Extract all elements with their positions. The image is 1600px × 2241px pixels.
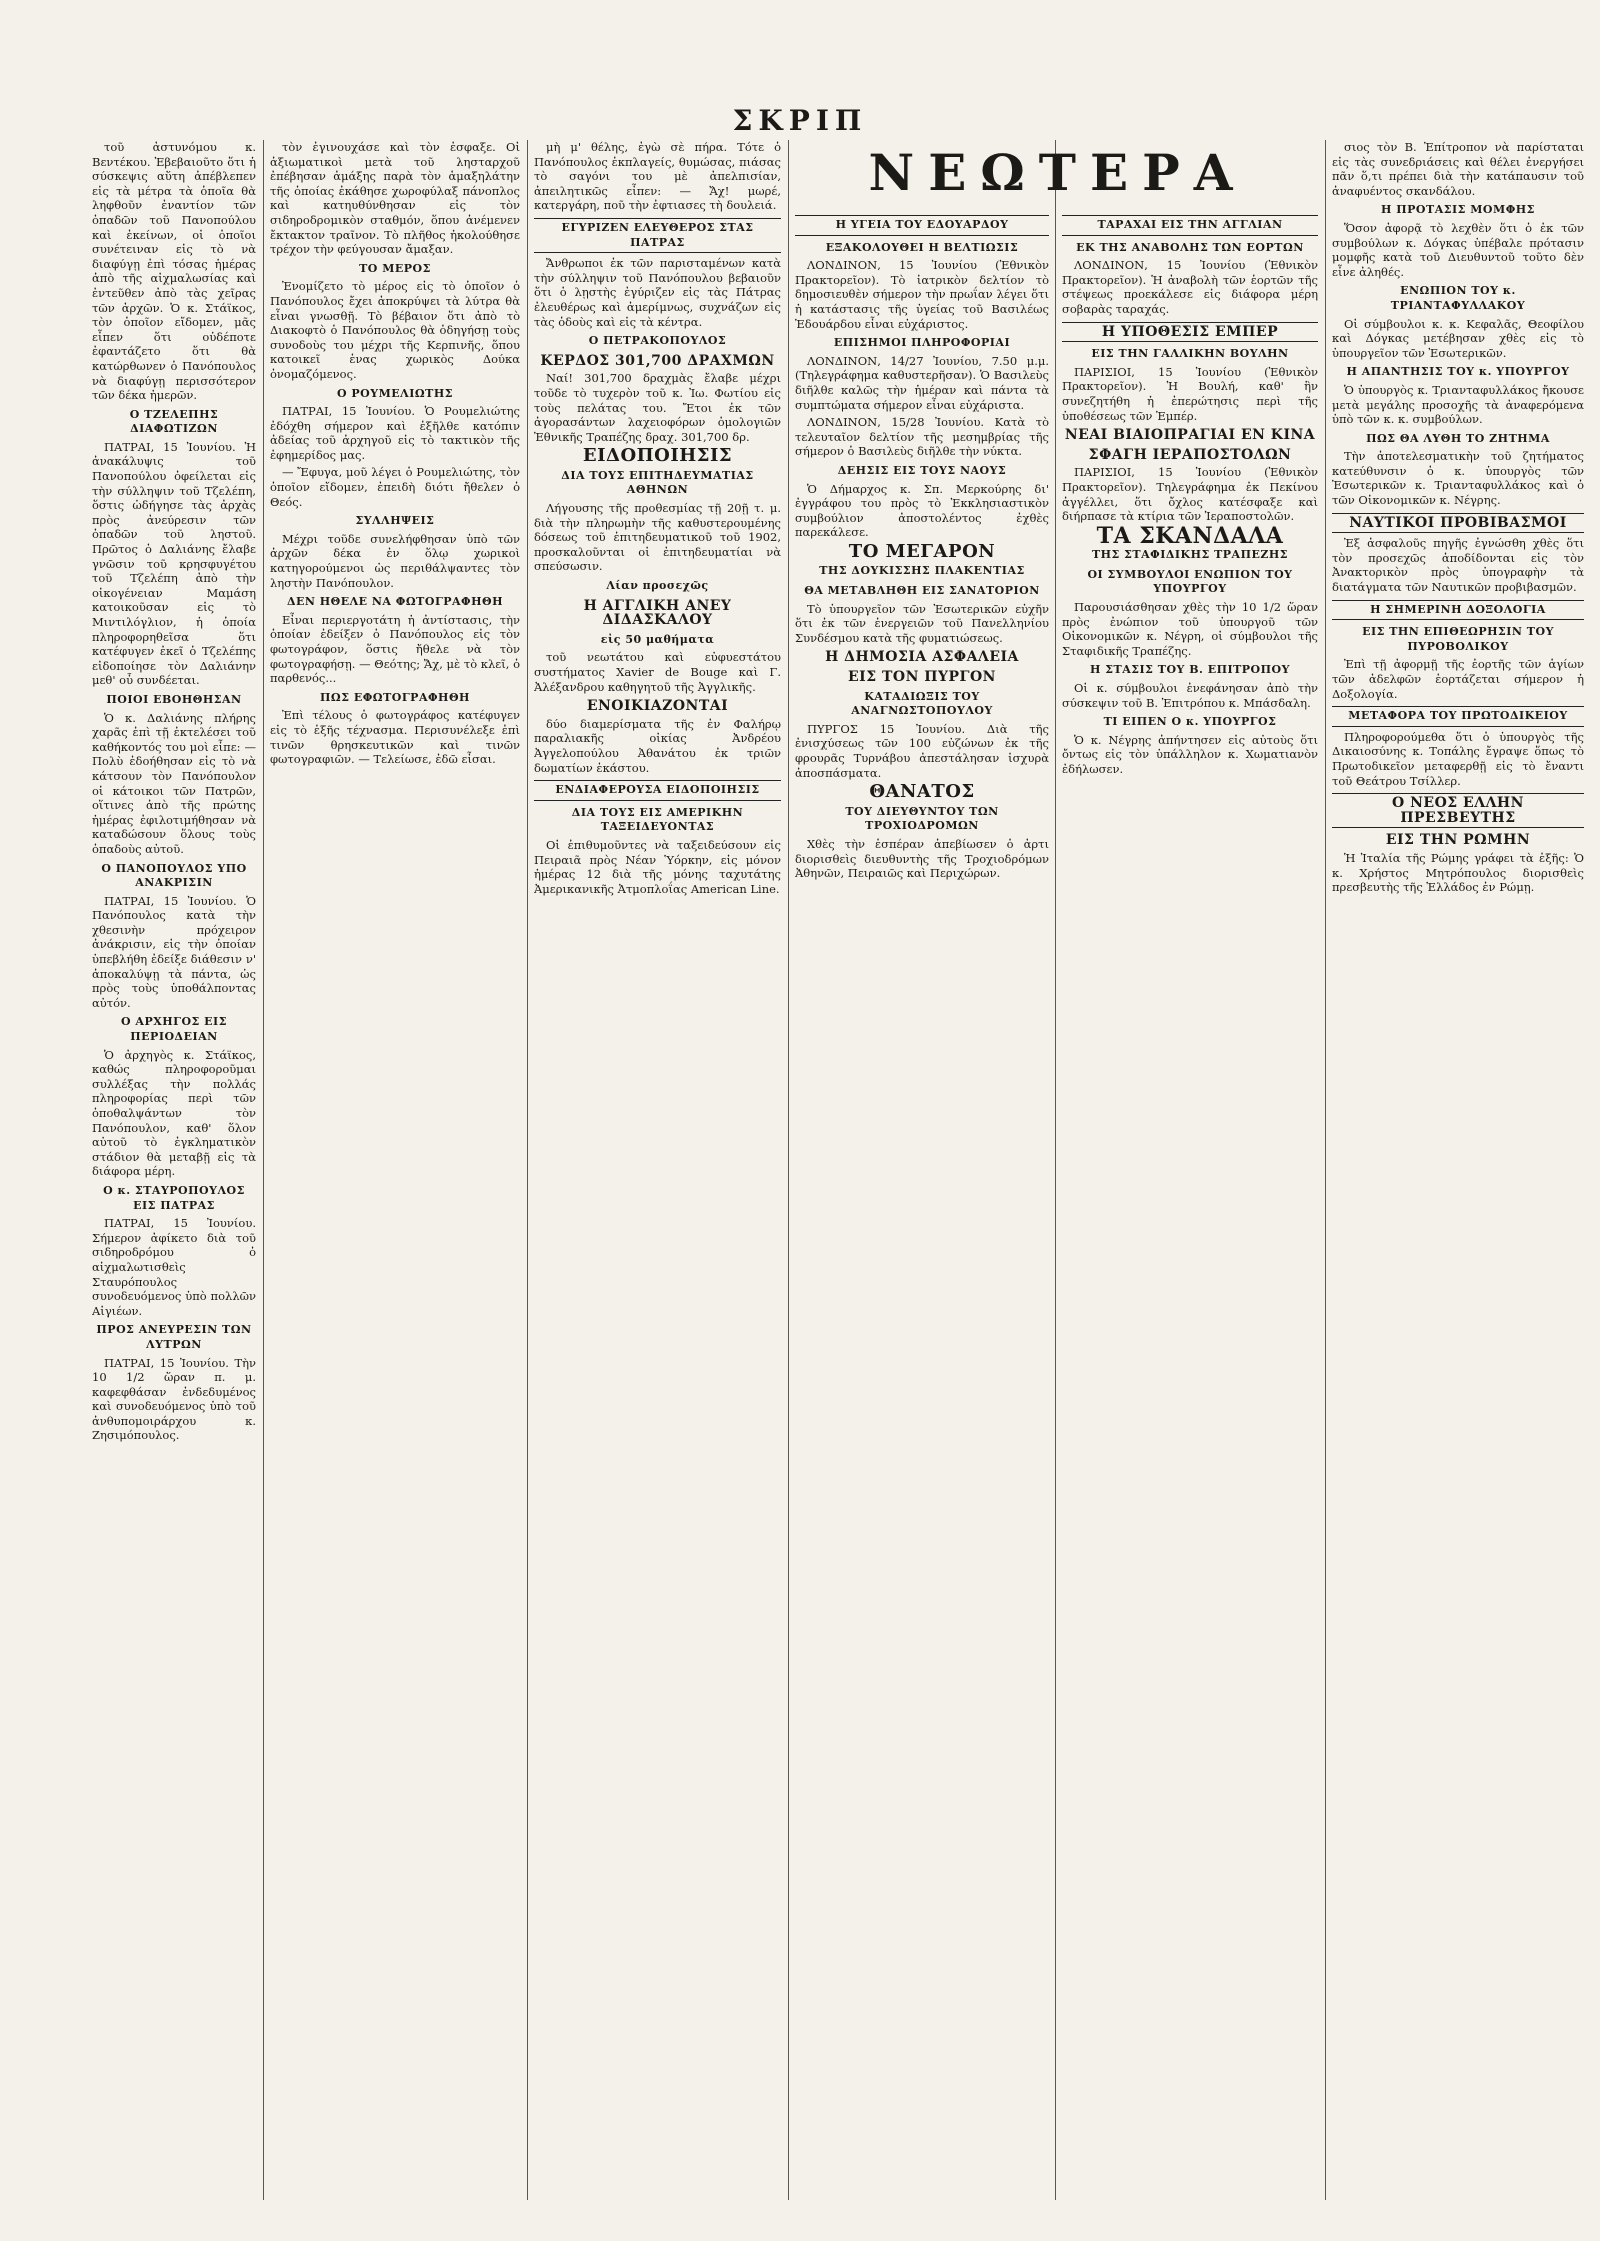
article-text: ΠΥΡΓΟΣ 15 Ἰουνίου. Διὰ τῆς ἐνισχύσεως τῶν 100 εὐζώνων ἐκ τῆς φρουρᾶς Τυρνάβου ἀπεστάλησαν ἰσχυρὰ ἀποσπάσματα. [795, 721, 1049, 780]
section-subheading: ΔΙΑ ΤΟΥΣ ΕΠΙΤΗΔΕΥΜΑΤΙΑΣ ΑΘΗΝΩΝ [561, 468, 754, 497]
article-text: Οἱ κ. σύμβουλοι ἐνεφάνησαν ἀπὸ τὴν σύσκεψιν τοῦ Β. Ἐπιτρόπου κ. Μπάσδαλη. [1062, 681, 1318, 710]
section-subheading: ΔΙΑ ΤΟΥΣ ΕΙΣ ΑΜΕΡΙΚΗΝ ΤΑΞΕΙΔΕΥΟΝΤΑΣ [571, 805, 744, 834]
section-heading: ΕΓΥΡΙΖΕΝ ΕΛΕΥΘΕΡΟΣ ΣΤΑΣ ΠΑΤΡΑΣ [534, 218, 781, 253]
article-text: Ὁ κ. Δαλιάνης πλήρης χαρᾶς ἐπὶ τῇ ἐκτελέσει τοῦ καθήκοντός του μοὶ εἶπε: — Πολὺ ἐδοήθησαν εἰς τὸ νὰ κάτσουν τὸν Πανόπουλον οἱ κάτοικοι τῶν Πατρῶν, οἵτινες ἀπὸ τῆς πρώτης ἡμέρας ἐφιλοτιμήθησαν νὰ καταδώσουν ὅλους τοὺς ὁπαδοὺς αὐτοῦ. [92, 710, 256, 856]
section-heading: ΘΑΝΑΤΟΣ [869, 781, 975, 803]
article-text: Οἱ ἐπιθυμοῦντες νὰ ταξειδεύσουν εἰς Πειραιᾶ πρὸς Νέαν Ὑόρκην, εἰς μόνον ἡμέρας 12 διὰ τῆς μόνης ταχυτάτης Ἀμερικανικῆς Ἀτμοπλοΐας American Line. [534, 837, 781, 896]
section-heading: ΜΕΤΑΦΟΡΑ ΤΟΥ ΠΡΩΤΟΔΙΚΕΙΟΥ [1332, 706, 1584, 727]
article-text: Τὴν ἀποτελεσματικὴν τοῦ ζητήματος κατεύθυνσιν ὁ κ. ὑπουργὸς τῶν Ἐσωτερικῶν κ. Τριανταφυλλάκος καὶ ὁ τῶν Οἰκονομικῶν κ. Νέγρης. [1332, 449, 1584, 508]
section-heading: ΕΝΩΠΙΟΝ ΤΟΥ κ. ΤΡΙΑΝΤΑΦΥΛΛΑΚΟΥ [1390, 284, 1526, 312]
section-subheading: ΕΙΣ ΤΗΝ ΓΑΛΛΙΚΗΝ ΒΟΥΛΗΝ [1091, 347, 1289, 361]
section-heading: Ο ΠΕΤΡΑΚΟΠΟΥΛΟΣ [588, 334, 727, 348]
article-text: μὴ μ' θέλης, ἐγὼ σὲ πήρα. Τότε ὁ Πανόπουλος ἐκπλαγείς, θυμώσας, πιάσας τὸ σαγόνι του μὲ ἀπελπισίαν, ἀπειλητικῶς εἶπεν: — Ἄχ! μωρέ, κατεργάρη, ποῦ τὴν ἐφτιασες τὴ δουλειά. [534, 140, 781, 213]
article-text: ΠΑΤΡΑΙ, 15 Ἰουνίου. Σήμερον ἀφίκετο διὰ τοῦ σιδηροδρόμου ὁ αἰχμαλωτισθεὶς Σταυρόπουλος συνοδευόμενος ὑπὸ πολλῶν Αἰγιέων. [92, 1216, 256, 1318]
article-text: τοῦ νεωτάτου καὶ εὐφυεστάτου συστήματος Xavier de Bouge καὶ Γ. Ἀλέξανδρου καθηγητοῦ τῆς Ἀγγλικῆς. [534, 650, 781, 694]
section-heading: Η ΑΓΓΛΙΚΗ ΑΝΕΥ ΔΙΔΑΣΚΑΛΟΥ [583, 597, 732, 629]
section-heading: ΕΠΙΣΗΜΟΙ ΠΛΗΡΟΦΟΡΙΑΙ [833, 336, 1011, 350]
section-subheading: ΤΟΥ ΔΙΕΥΘΥΝΤΟΥ ΤΩΝ ΤΡΟΧΙΟΔΡΟΜΩΝ [845, 804, 999, 833]
article-text: ΠΑΤΡΑΙ, 15 Ἰουνίου. Ὁ Ρουμελιώτης ἐδόχθη σήμερον καὶ ἐξῆλθε κατόπιν ἀδείας τοῦ ἀρχηγοῦ εἰς τὸ τακτικὸν τῆς ἐφημερίδος μας. [270, 404, 520, 462]
section-heading: Ο ΡΟΥΜΕΛΙΩΤΗΣ [336, 386, 453, 400]
section-heading: Η ΣΤΑΣΙΣ ΤΟΥ Β. ΕΠΙΤΡΟΠΟΥ [1090, 663, 1290, 677]
section-heading: ΠΩΣ ΘΑ ΛΥΘΗ ΤΟ ΖΗΤΗΜΑ [1366, 431, 1550, 445]
section-subheading: ΣΦΑΓΗ ΙΕΡΑΠΟΣΤΟΛΩΝ [1088, 446, 1292, 463]
neotera-title: ΝΕΩΤΕΡΑ [868, 143, 1247, 202]
article-text: Ὅσον ἀφορᾷ τὸ λεχθὲν ὅτι ὁ ἐκ τῶν συμβούλων κ. Δόγκας ὑπέβαλε πρότασιν μομφῆς κατὰ τοῦ Διευθυντοῦ τοῦτο δὲν εἶνε ἀληθές. [1332, 220, 1584, 279]
section-heading: ΤΑ ΣΚΑΝΔΑΛΑ [1096, 522, 1284, 549]
section-subheading: ΘΑ ΜΕΤΑΒΛΗΘΗ ΕΙΣ ΣΑΝΑΤΟΡΙΟΝ [804, 584, 1040, 598]
section-heading: ΔΕΗΣΙΣ ΕΙΣ ΤΟΥΣ ΝΑΟΥΣ [837, 463, 1007, 477]
article-text: ΠΑΤΡΑΙ, 15 Ἰουνίου. Τὴν 10 1/2 ὥραν π. μ. καφεφθάσαν ἐνδεδυμένος καὶ συνοδευόμενος ὑπὸ τοῦ ἀνθυπομοιράρχου κ. Ζησιμόπουλος. [92, 1355, 256, 1443]
article-text: τὸν ἐγινουχάσε καὶ τὸν ἐσφαξε. Οἱ ἀξιωματικοὶ μετὰ τοῦ λησταρχοῦ ἐπέβησαν ἀμάξης παρὰ τὸν ἁμαξηλάτην τῆς ὁποίας ἐκάθησε χωροφύλαξ πάνοπλος καὶ κατηυθύνθησαν εἰς τὸν σιδηροδρομικὸν σταθμόν, ὅπου ἀνέμενεν ἔκτακτον τραῖνον. Τὸ πλῆθος ἠκολούθησε τρέχον τὴν φεύγουσαν ἄμαξαν. [270, 140, 520, 257]
article-text: Ἐξ ἀσφαλοῦς πηγῆς ἐγνώσθη χθὲς ὅτι τὸν προσεχῶς ἀποδίδονται εἰς τὸν Ἀνακτορικὸν πρὸς ὑπογραφὴν τὰ διατάγματα τῶν Ναυτικῶν προβιβασμῶν. [1332, 536, 1584, 595]
article-text: Πληροφορούμεθα ὅτι ὁ ὑπουργὸς τῆς Δικαιοσύνης κ. Τοπάλης ἔγραψε ὅπως τὸ Πρωτοδικεῖον μεταφερθῇ εἰς τὸ ἔναντι τοῦ Θεάτρου Τσίλλερ. [1332, 729, 1584, 788]
neotera-banner [795, 140, 1320, 210]
section-heading: ΝΑΥΤΙΚΟΙ ΠΡΟΒΙΒΑΣΜΟΙ [1332, 513, 1584, 534]
column-1 [92, 140, 256, 2200]
article-text: Οἱ σύμβουλοι κ. κ. Κεφαλᾶς, Θεοφίλου καὶ Δόγκας μετέβησαν χθὲς εἰς τὸ ὑπουργεῖον τῶν Ἐσωτερικῶν. [1332, 316, 1584, 360]
section-heading: ΤΙ ΕΙΠΕΝ Ο κ. ΥΠΟΥΡΓΟΣ [1103, 715, 1277, 729]
article-text: Εἶναι περιεργοτάτη ἡ ἀντίστασις, τὴν ὁποίαν ἐδείξεν ὁ Πανόπουλος εἰς τὸν φωτογράφον, ὅστις ἤθελε νὰ τὸν φωτογραφήσῃ. — Θεότης; Ἄχ, μὲ τὸ κλεῖ, ὁ παρθενός... [270, 612, 520, 686]
section-heading: Ο ΠΑΝΟΠΟΥΛΟΣ ΥΠΟ ΑΝΑΚΡΙΣΙΝ [101, 861, 247, 890]
section-heading: ΕΝΟΙΚΙΑΖΟΝΤΑΙ [586, 698, 729, 715]
column-6 [1332, 140, 1584, 2200]
section-heading: Η ΥΓΕΙΑ ΤΟΥ ΕΔΟΥΑΡΔΟΥ [795, 215, 1049, 236]
masthead: ΣΚΡΙΠ [732, 104, 868, 137]
section-heading: Ο ΝΕΟΣ ΕΛΛΗΝ ΠΡΕΣΒΕΥΤΗΣ [1332, 793, 1584, 828]
article-text: Παρουσιάσθησαν χθὲς τὴν 10 1/2 ὥραν πρὸς ἐνώπιον τοῦ ὑπουργοῦ τῶν Οἰκονομικῶν κ. Νέγρη, οἱ σύμβουλοι τῆς Σταφιδικῆς Τραπέζης. [1062, 600, 1318, 658]
section-heading: ΠΩΣ ΕΦΩΤΟΓΡΑΦΗΘΗ [320, 690, 470, 704]
section-heading: Ο ΑΡΧΗΓΟΣ ΕΙΣ ΠΕΡΙΟΔΕΙΑΝ [121, 1015, 227, 1044]
section-heading: Η ΔΗΜΟΣΙΑ ΑΣΦΑΛΕΙΑ [825, 649, 1019, 666]
section-heading: ΔΕΝ ΗΘΕΛΕ ΝΑ ΦΩΤΟΓΡΑΦΗΘΗ [286, 595, 504, 609]
column-rule [527, 140, 528, 2200]
column-rule [1055, 140, 1056, 2200]
column-rule [263, 140, 264, 2200]
section-heading: ΤΑΡΑΧΑΙ ΕΙΣ ΤΗΝ ΑΓΓΛΙΑΝ [1062, 215, 1318, 236]
section-heading: Ο ΤΖΕΛΕΠΗΣ ΔΙΑΦΩΤΙΖΩΝ [129, 407, 219, 436]
article-text: Ἐπὶ τέλους ὁ φωτογράφος κατέφυγεν εἰς τὸ ἑξῆς τέχνασμα. Περισυνέλεξε ἐπὶ τινῶν θρησκευτικῶν καὶ τινῶν φωτογραφιῶν. — Τελείωσε, ἐδῶ εἶσαι. [270, 708, 520, 767]
article-text: ΠΑΤΡΑΙ, 15 Ἰουνίου. Ἡ ἀνακάλυψις τοῦ Πανοπούλου ὀφείλεται εἰς τὴν σύλληψιν τοῦ Τζελέπη, ὅστις ὡδήγησε τὰς ἀρχὰς πρὸς ἀνεύρεσιν τῶν ὁπαδῶν τοῦ ληστοῦ. Πρῶτος ὁ Δαλιάνης ἔλαβε γνῶσιν τοῦ κρησφυγέτου τοῦ Τζελέπη ἀπὸ τὴν οἰκογένειαν Μαμάση κατοικοῦσαν εἰς τὸ Μιντιλόγλιον, ἡ ὁποία πληροφορηθεῖσα ὅτι κατέφυγεν ἐκεῖ ὁ Τζελέπης εἰδοποίησε τὸν Δαλιάνην μεθ' οὗ συνδέεται. [92, 439, 256, 688]
article-text: Τὸ ὑπουργεῖον τῶν Ἐσωτερικῶν εὐχῆν ὅτι ἐκ τῶν ἐνεργειῶν τοῦ Πανελληνίου Συνδέσμου κατὰ τῆς φυματιώσεως. [795, 601, 1049, 645]
article-text: Μέχρι τοῦδε συνελήφθησαν ὑπὸ τῶν ἀρχῶν δέκα ἐν ὅλῳ χωρικοὶ κατηγορούμενοι ὡς περιθάλψαντες τὸν ληστὴν Πανόπουλον. [270, 531, 520, 590]
article-text: ΛΟΝΔΙΝΟΝ, 15/28 Ἰουνίου. Κατὰ τὸ τελευταῖον δελτίον τῆς μεσημβρίας τῆς σήμερον ὁ Βασιλεὺς διῆλθε τὴν νύκτα. [795, 415, 1049, 459]
section-heading: ΝΕΑΙ ΒΙΑΙΟΠΡΑΓΙΑΙ ΕΝ ΚΙΝΑ [1064, 427, 1316, 444]
section-heading: Η ΥΠΟΘΕΣΙΣ ΕΜΠΕΡ [1062, 322, 1318, 343]
section-heading: Λίαν προσεχῶς [606, 579, 709, 593]
article-text: Χθὲς τὴν ἑσπέραν ἀπεβίωσεν ὁ ἀρτι διορισθεὶς διευθυντὴς τῆς Τροχιοδρόμων Ἀθηνῶν, Πειραιῶς καὶ Περιχώρων. [795, 836, 1049, 881]
column-4 [795, 210, 1049, 2200]
column-rule [788, 140, 789, 2200]
section-subheading: ΕΙΣ ΤΗΝ ΡΩΜΗΝ [1385, 832, 1531, 849]
column-rule [1325, 140, 1326, 2200]
section-subheading: ΤΗΣ ΔΟΥΚΙΣΣΗΣ ΠΛΑΚΕΝΤΙΑΣ [819, 564, 1025, 578]
article-text: Ἐπὶ τῇ ἀφορμῇ τῆς ἐορτῆς τῶν ἁγίων τῶν ἀδελφῶν ἑορτάζεται σήμερον ἡ Δοξολογία. [1332, 657, 1584, 701]
section-subheading: ΟΙ ΣΥΜΒΟΥΛΟΙ ΕΝΩΠΙΟΝ ΤΟΥ ΥΠΟΥΡΓΟΥ [1087, 567, 1293, 596]
section-subheading: ΕΞΑΚΟΛΟΥΘΕΙ Η ΒΕΛΤΙΩΣΙΣ [825, 240, 1019, 254]
section-heading: ΤΟ ΜΕΡΟΣ [359, 261, 431, 275]
article-text: Ὁ Δήμαρχος κ. Σπ. Μερκούρης δι' ἐγγράφου του πρὸς τὸ Ἐκκλησιαστικὸν συμβούλιον ἀποστολέντος ἐχθὲς παρεκάλεσε. [795, 481, 1049, 540]
section-heading: ΠΟΙΟΙ ΕΒΟΗΘΗΣΑΝ [106, 692, 242, 706]
article-text: ΛΟΝΔΙΝΟΝ, 15 Ἰουνίου (Ἐθνικὸν Πρακτορεῖον). Τὸ ἰατρικὸν δελτίον τὸ δημοσιευθὲν σήμερον τὴν πρωΐαν λέγει ὅτι ἡ κατάστασις τῆς ὑγείας τοῦ Βασιλέως Ἐδουάρδου εἶναι εὐχάριστος. [795, 258, 1049, 331]
article-text: Ὁ κ. Νέγρης ἀπήντησεν εἰς αὐτοὺς ὅτι ὄντως εἰς τὸν ὑπάλληλον κ. Χωματιανὸν ἐδήλωσεν. [1062, 732, 1318, 776]
article-text: ΠΑΡΙΣΙΟΙ, 15 Ἰουνίου (Ἐθνικὸν Πρακτορεῖον). Τηλεγράφημα ἐκ Πεκίνου ἀγγέλλει, ὅτι ὄχλος κατέσφαξε καὶ διήρπασε τὰ κτίρια τῶν Ἱεραποστολῶν. [1062, 465, 1318, 524]
article-text: δύο διαμερίσματα τῆς ἐν Φαλήρῳ παραλιακῆς οἰκίας Ἀνδρέου Ἀγγελοπούλου Ἀθανάτου ἐκ τριῶν δωματίων ἑκάστου. [534, 716, 781, 775]
article-text: — Ἔφυγα, μοῦ λέγει ὁ Ρουμελιώτης, τὸν ὁποῖον εἴδομεν, ἐπειδὴ διότι ἤθελεν ὁ Θεός. [270, 465, 520, 509]
section-subheading: ΕΙΣ ΤΗΝ ΕΠΙΘΕΩΡΗΣΙΝ ΤΟΥ ΠΥΡΟΒΟΛΙΚΟΥ [1362, 625, 1554, 653]
section-heading: ΕΝΔΙΑΦΕΡΟΥΣΑ ΕΙΔΟΠΟΙΗΣΙΣ [534, 780, 781, 801]
article-text: Ἡ Ἰταλία τῆς Ρώμης γράφει τὰ ἑξῆς: Ὁ κ. Χρήστος Μητρόπουλος διορισθεὶς πρεσβευτὴς τῆς Ἑλλάδος ἐν Ρώμῃ. [1332, 850, 1584, 895]
article-text: Ὁ ὑπουργὸς κ. Τριανταφυλλάκος ἤκουσε μετὰ μεγάλης προσοχῆς τὰ ἀναφερόμενα ὑπὸ τῶν κ. κ. συμβούλων. [1332, 382, 1584, 427]
article-text: ΛΟΝΔΙΝΟΝ, 15 Ἰουνίου (Ἐθνικὸν Πρακτορεῖον). Ἡ ἀναβολὴ τῶν ἑορτῶν τῆς στέψεως προεκάλεσε εἰς διάφορα μέρη σοβαρὰς ταραχάς. [1062, 258, 1318, 316]
section-heading: ΤΟ ΜΕΓΑΡΟΝ [848, 540, 996, 562]
section-heading: Η ΑΠΑΝΤΗΣΙΣ ΤΟΥ κ. ΥΠΟΥΡΓΟΥ [1346, 365, 1570, 379]
section-subheading: εἰς 50 μαθήματα [600, 632, 715, 646]
article-text: ΛΟΝΔΙΝΟΝ, 14/27 Ἰουνίου, 7.50 μ.μ. (Τηλεγράφημα καθυστερῆσαν). Ὁ Βασιλεὺς διῆλθε καλῶς τὴν ἡμέραν καὶ πάντα τὰ συμπτώματα σήμερον εἶναι εὐχάριστα. [795, 353, 1049, 412]
article-text: Ὁ ἀρχηγὸς κ. Στάϊκος, καθώς πληροφοροῦμαι συλλέξας τὴν πολλάς πληροφορίας περὶ τῶν ὁποθαλψάντων τὸν Πανόπουλον, καθ' ὅλον αὐτοῦ τὸ ἐγκληματικὸν στάδιον θὰ μεταβῇ εἰς τὰ διάφορα μέρη. [92, 1047, 256, 1179]
article-text: Ἐνομίζετο τὸ μέρος εἰς τὸ ὁποῖον ὁ Πανόπουλος ἔχει ἀποκρύψει τὰ λύτρα θὰ εἶναι γνωσθῇ. Τὸ βέβαιον ὅτι ἀπὸ τὸ Διακοφτὸ ὁ Πανόπουλος θὰ ὁδηγήσῃ τοὺς συνοδοὺς του μέχρι τῆς Κερπινῆς, ὅπου κατοικεῖ ἑνας χωρικὸς Δούκα ὀνομαζόμενος. [270, 279, 520, 381]
section-heading: Η ΠΡΟΤΑΣΙΣ ΜΟΜΦΗΣ [1381, 203, 1535, 217]
section-heading: ΕΙΔΟΠΟΙΗΣΙΣ [582, 445, 733, 467]
section-heading: ΠΡΟΣ ΑΝΕΥΡΕΣΙΝ ΤΩΝ ΛΥΤΡΩΝ [96, 1323, 252, 1351]
column-2 [270, 140, 520, 2200]
section-heading: ΣΥΛΛΗΨΕΙΣ [355, 514, 435, 528]
column-5 [1062, 210, 1318, 2200]
section-subheading: ΕΚ ΤΗΣ ΑΝΑΒΟΛΗΣ ΤΩΝ ΕΟΡΤΩΝ [1076, 240, 1304, 254]
article-text: τοῦ ἀστυνόμου κ. Βεντέκου. Ἐβεβαιοῦτο ὅτι ἡ σύσκεψις αὕτη ἀπέβλεπεν εἰς τὰ μέτρα τὰ ὁποῖα θὰ ληφθοῦν ἐναντίον τῶν ὁπαδῶν τοῦ Πανοπούλου καὶ ἐκείνων, οἱ ὁποῖοι συνέτειναν εἰς τὸ νὰ διαφύγῃ ἐπὶ τόσας ἡμέρας ἀπὸ τῆς αἰχμαλωσίας καὶ ἐντεῦθεν ἀπὸ τὰς χεῖρας τῶν ἀρχῶν. Ὁ κ. Στάϊκος, τὸν ὁποῖον εἴδομεν, μᾶς εἶπεν ὅτι οὐδέποτε ἐφαντάζετο ὅτι θὰ κατώρθωνεν ὁ Πανόπουλος νὰ διαφύγῃ περισσότερον τῶν δέκα ἡμερῶν. [92, 140, 256, 403]
column-3 [534, 140, 781, 2200]
section-subheading: ΤΗΣ ΣΤΑΦΙΔΙΚΗΣ ΤΡΑΠΕΖΗΣ [1091, 548, 1289, 562]
section-subheading: ΚΑΤΑΔΙΩΞΙΣ ΤΟΥ ΑΝΑΓΝΩΣΤΟΠΟΥΛΟΥ [851, 689, 993, 718]
article-text: Ναί! 301,700 δραχμὰς ἔλαβε μέχρι τοῦδε τὸ τυχερὸν τοῦ κ. Ἰω. Φωτίου εἰς τοὺς πελάτας του. Ἔτοι ἐκ τῶν ἀγορασάντων λαχειοφόρων ὁμολογιῶν Ἐθνικῆς Τραπέζης δραχ. 301,700 δρ. [534, 371, 781, 444]
section-subheading: ΕΙΣ ΤΟΝ ΠΥΡΓΟΝ [848, 669, 996, 686]
section-heading: Η ΣΗΜΕΡΙΝΗ ΔΟΞΟΛΟΓΙΑ [1332, 600, 1584, 621]
article-text: Λήγουσης τῆς προθεσμίας τῇ 20ῇ τ. μ. διὰ τὴν πληρωμὴν τῆς καθυστερουμένης δόσεως τοῦ ἐπιτηδευματικοῦ τοῦ 1902, προσκαλοῦνται οἱ ἐπιτηδευματίαι νὰ σπεύσωσιν. [534, 501, 781, 574]
article-text: Ἄνθρωποι ἐκ τῶν παρισταμένων κατὰ τὴν σύλληψιν τοῦ Πανόπουλου βεβαιοῦν ὅτι ὁ λῃστὴς ἐγύριζεν εἰς τὰς Πάτρας ἐλευθέρως καὶ ἀμερίμνως, συχνάζων εἰς τὰς ὁδοὺς καὶ εἰς τὰ κέντρα. [534, 256, 781, 329]
article-text: σιος τὸν Β. Ἐπίτροπον νὰ παρίσταται εἰς τὰς συνεδριάσεις καὶ θέλει ἐνεργήσει πᾶν ὅ,τι πρέπει διὰ τὴν κατάπαυσιν τοῦ ἀναφυέντος σκανδάλου. [1332, 140, 1584, 198]
article-text: ΠΑΤΡΑΙ, 15 Ἰουνίου. Ὁ Πανόπουλος κατὰ τὴν χθεσινὴν πρόχειρον ἀνάκρισιν, εἰς τὴν ὁποίαν ὑπεβλήθη ἐδείξε διάθεσιν ν' ἀποκαλύψῃ τὰ πάντα, ὡς πρὸς τοὺς ὑποθάλποντας αὐτόν. [92, 893, 256, 1010]
section-heading: Ο κ. ΣΤΑΥΡΟΠΟΥΛΟΣ ΕΙΣ ΠΑΤΡΑΣ [103, 1183, 245, 1212]
section-heading: ΚΕΡΔΟΣ 301,700 ΔΡΑΧΜΩΝ [540, 352, 775, 369]
article-text: ΠΑΡΙΣΙΟΙ, 15 Ἰουνίου (Ἐθνικὸν Πρακτορεῖον). Ἡ Βουλή, καθ' ἣν συνεζητήθη ἡ ἐπερώτησις περὶ τῆς ὑποθέσεως τῶν Ἐμπέρ. [1062, 364, 1318, 423]
